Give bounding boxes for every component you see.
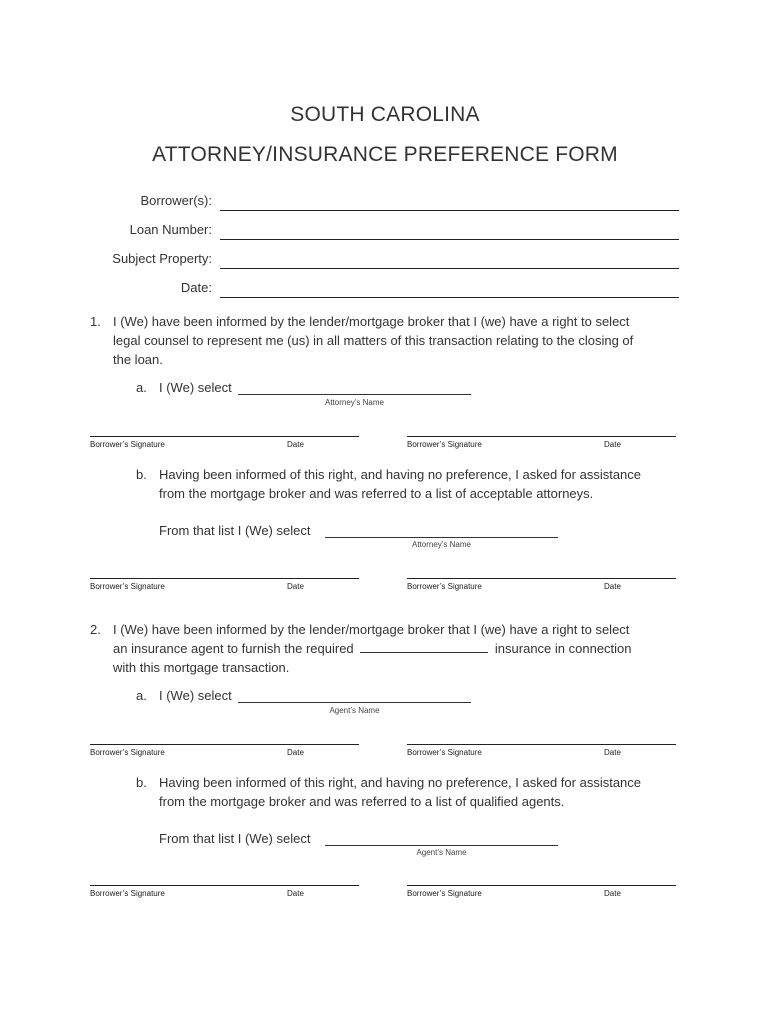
section1-line3: the loan. — [113, 352, 163, 367]
section1-line2: legal counsel to represent me (us) in all matters of this transaction relating to the closing of — [113, 333, 634, 348]
date-label: Date — [604, 748, 621, 757]
section2b-letter: b. — [136, 775, 147, 790]
attorney-name-field-1a[interactable] — [238, 383, 471, 395]
date-label: Date — [287, 582, 304, 591]
date-field[interactable] — [220, 297, 679, 298]
date-label: Date — [287, 889, 304, 898]
section2-line3: with this mortgage transaction. — [113, 660, 290, 675]
borrower-signature-label: Borrower’s Signature — [90, 440, 165, 449]
section2-number: 2. — [90, 622, 101, 637]
form-title: ATTORNEY/INSURANCE PREFERENCE FORM — [152, 143, 618, 166]
section2a-text: I (We) select — [159, 688, 232, 703]
agent-name-field-2a[interactable] — [238, 691, 471, 703]
borrower-signature-line[interactable] — [90, 885, 359, 886]
agent-name-field-2b[interactable] — [325, 834, 558, 846]
borrower-signature-label: Borrower’s Signature — [407, 582, 482, 591]
attorney-name-caption: Attorney’s Name — [325, 398, 384, 407]
agent-name-caption: Agent’s Name — [416, 848, 467, 857]
section2-line1: I (We) have been informed by the lender/mortgage broker that I (we) have a right to select — [113, 622, 630, 637]
borrowers-label: Borrower(s): — [140, 193, 212, 208]
section1-line1: I (We) have been informed by the lender/mortgage broker that I (we) have a right to select — [113, 314, 630, 329]
section2a-letter: a. — [136, 688, 147, 703]
subject-property-field[interactable] — [220, 268, 679, 269]
attorney-name-caption: Attorney’s Name — [412, 540, 471, 549]
borrower-signature-line[interactable] — [90, 436, 359, 437]
borrower-signature-label: Borrower’s Signature — [407, 440, 482, 449]
subject-property-label: Subject Property: — [112, 251, 212, 266]
insurance-type-field[interactable] — [360, 641, 488, 653]
date-label: Date — [287, 440, 304, 449]
section2b-line2: from the mortgage broker and was referred to a list of qualified agents. — [159, 794, 565, 809]
section1-number: 1. — [90, 314, 101, 329]
section2-line2-pre: an insurance agent to furnish the required — [113, 641, 354, 656]
section2-line2 — [113, 639, 632, 658]
borrower-signature-label: Borrower’s Signature — [90, 748, 165, 757]
loan-number-label: Loan Number: — [129, 222, 212, 237]
borrower-signature-line[interactable] — [90, 578, 359, 579]
borrower-signature-label: Borrower’s Signature — [90, 889, 165, 898]
date-label: Date: — [180, 280, 212, 295]
date-label: Date — [604, 440, 621, 449]
section1a-letter: a. — [136, 380, 147, 395]
date-label: Date — [604, 889, 621, 898]
section1b-select-text: From that list I (We) select — [159, 523, 311, 538]
date-label: Date — [287, 748, 304, 757]
form-title-state: SOUTH CAROLINA — [290, 103, 480, 126]
section2b-line1: Having been informed of this right, and having no preference, I asked for assistance — [159, 775, 642, 790]
agent-name-caption: Agent’s Name — [329, 706, 380, 715]
loan-number-field[interactable] — [220, 239, 679, 240]
section1a-text: I (We) select — [159, 380, 232, 395]
borrower-signature-label: Borrower’s Signature — [407, 748, 482, 757]
section1b-line2: from the mortgage broker and was referred to a list of acceptable attorneys. — [159, 486, 594, 501]
borrowers-field[interactable] — [220, 210, 679, 211]
borrower-signature-line[interactable] — [90, 744, 359, 745]
borrower-signature-label: Borrower’s Signature — [90, 582, 165, 591]
borrower-signature-line[interactable] — [407, 744, 676, 745]
section1b-line1: Having been informed of this right, and having no preference, I asked for assistance — [159, 467, 642, 482]
section2-line2-post: insurance in connection — [494, 641, 632, 656]
borrower-signature-line[interactable] — [407, 885, 676, 886]
attorney-name-field-1b[interactable] — [325, 526, 558, 538]
section1b-letter: b. — [136, 467, 147, 482]
date-label: Date — [604, 582, 621, 591]
borrower-signature-line[interactable] — [407, 578, 676, 579]
borrower-signature-line[interactable] — [407, 436, 676, 437]
section2b-select-text: From that list I (We) select — [159, 831, 311, 846]
borrower-signature-label: Borrower’s Signature — [407, 889, 482, 898]
